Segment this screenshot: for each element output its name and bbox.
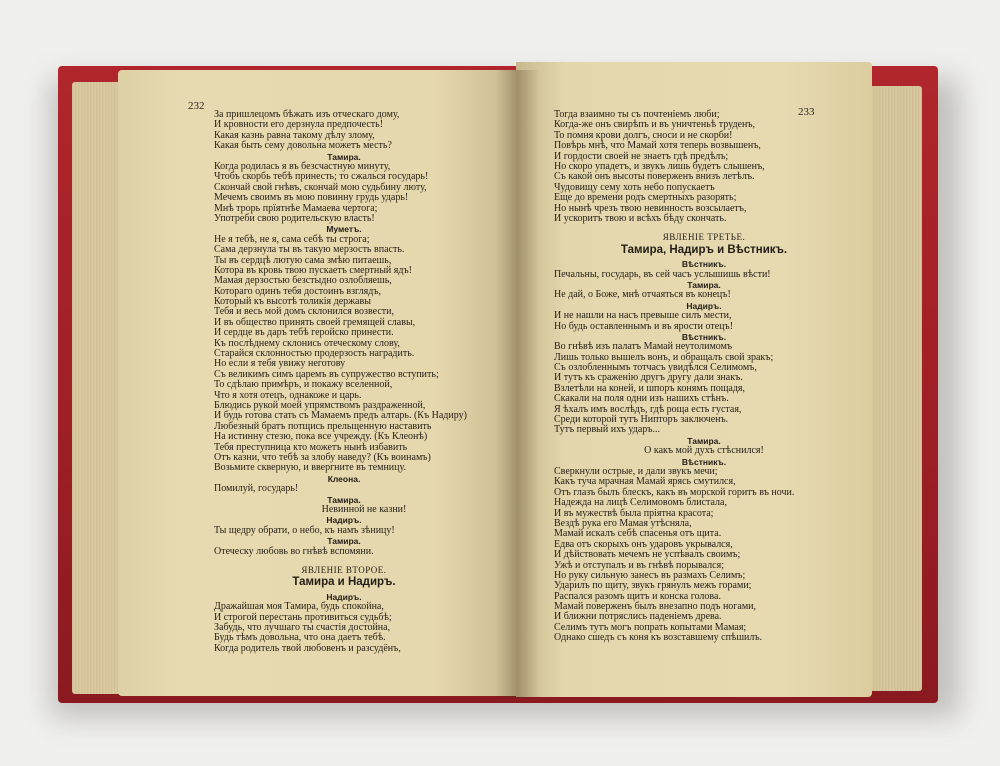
verse-line: Не дай, о Боже, мнѣ отчаяться въ конецъ! [554,289,731,301]
verse-line: И въ общество принять своей гремящей славы, [214,316,416,328]
verse-line: Еще до времени родъ смертныхъ разорять; [554,192,737,204]
verse-line: И кровности его дерзнула предпочесть! [214,119,384,131]
verse-line: И тутъ къ сраженiю другъ другу дали знакъ. [554,372,743,384]
verse-line: Среди которой тутъ Нипторъ заключенъ. [554,414,729,426]
verse-line: Будь тѣмъ довольна, что она даетъ тебѣ. [214,632,386,644]
verse-line: И ближни потряслись паденiемъ древа. [554,611,722,623]
verse-line: Но если я тебя увижу неготову [214,358,346,370]
verse-line: И гордости своей не знаетъ гдѣ предѣлъ; [554,150,729,162]
verse-line: Взлетѣли на коней, и шпоръ конямъ пощадя, [554,382,746,394]
verse-line: Помилуй, государь! [214,483,299,495]
left-page-text [214,110,514,654]
verse-line: Во гнѣвѣ изъ палатъ Мамай неутолимомъ [554,341,733,353]
verse-line: И въ мужествѣ была прiятна красота; [554,507,714,519]
verse-line: Едва отъ скорыхъ онъ ударовъ укрывался, [554,538,733,550]
verse-line: Печальны, государь, въ сей часъ услышишь вѣсти! [554,268,771,280]
left-page [118,70,516,696]
verse-line: Тутъ первый ихъ ударъ... [554,424,660,436]
speaker-name: Вѣстникъ. [681,259,727,270]
verse-line: И дѣйствовать мечемъ не успѣвалъ своимъ; [554,549,741,561]
right-page-text [554,110,854,644]
scene-heading: ЯВЛЕНІЕ ТРЕТЬЕ. [662,232,746,243]
verse-line: Вездѣ рука его Мамая утѣсняла, [554,517,692,529]
speaker-name: Вѣстникъ. [681,456,727,467]
verse-line: Но нынѣ чрезъ твою невинность возсылаетъ, [554,202,747,214]
verse-line: Возьмите скверную, и ввергните въ темницу. [214,462,407,474]
speaker-name: Надиръ. [326,515,362,526]
verse-line: Селимъ тутъ могъ попрать копытами Мамая; [554,621,747,633]
verse-line: Невинной не казни! [321,503,407,515]
verse-line: И не нашли на насъ превыше силъ мести, [554,310,732,322]
speaker-name: Клеона. [327,473,361,484]
speaker-name: Тамира. [327,494,361,505]
verse-line: То помня крови долгъ, сноси и не скорби! [554,129,733,141]
verse-line: Тебя и весь мой домъ склонился возвести, [214,306,395,318]
verse-line: Какъ туча мрачная Мамай ярясь смутился, [554,476,736,488]
right-page-number: 233 [798,106,815,118]
verse-line: Не я тебѣ, не я, сама себѣ ты строга; [214,233,370,245]
verse-line: На истинну стезю, пока все учрежду. (Къ Клеонѣ) [214,431,428,443]
verse-line: Отъ глазъ былъ блескъ, какъ въ морской горитъ въ ночи. [554,486,795,498]
verse-line: О какъ мой духъ стѣснился! [644,445,764,457]
verse-line: Старайся склонностью продерзость наградить. [214,348,415,360]
verse-line: Ужѣ и отступалъ и въ гнѣвѣ порывался; [554,559,724,571]
verse-line: Когда родитель твой любовенъ и разсудёнъ, [214,642,401,654]
speaker-name: Надиръ. [686,300,722,311]
verse-line: Сверкнули острые, и дали звукъ мечи; [554,466,718,478]
verse-line: Когда родилась я въ безсчастную минуту, [214,160,391,172]
scene-characters: Тамира, Надиръ и Вѣстникъ. [620,243,788,256]
verse-line: Употреби свою родительскую власть! [214,212,375,224]
left-page-number: 232 [188,100,205,112]
verse-line: Я ѣхалъ имъ вослѣдъ, гдѣ роща есть густая, [554,403,742,415]
verse-line: Ударилъ по щиту, звукъ грянулъ межъ горами; [554,580,752,592]
verse-line: Надежда на лицѣ Селимовомъ блистала, [554,497,727,509]
scene-heading: ЯВЛЕНІЕ ВТОРОЕ. [301,564,387,575]
verse-line: Чудовищу сему хоть небо попускаетъ [554,181,715,193]
verse-line: Скончай свой гнѣвъ, скончай мою судьбину люту, [214,181,427,193]
verse-line: Повѣрь мнѣ, что Мамай хотя теперь возвышенъ, [554,140,761,152]
verse-line: За пришлецомъ бѣжать изъ отческаго дому, [214,109,400,120]
speaker-name: Вѣстникъ. [681,331,727,342]
verse-line: Однако сшедъ съ коня къ возставшему спѣшилъ. [554,632,763,644]
verse-line: Что я хотя отецъ, однакоже и царь. [214,389,362,401]
verse-line: Мамай поверженъ былъ внезапно подъ ногами, [554,601,757,613]
verse-line: Къ послѣднему склонись отеческому слову, [214,337,400,349]
verse-line: Отъ казни, что тебѣ за злобу наведу? (Къ воинамъ) [214,451,431,463]
verse-line: И сердце въ даръ тебѣ геройско принести. [214,327,394,339]
verse-line: Мнѣ трорь прїятнѣе Мамаева чертога; [214,202,378,214]
verse-line: Котораго одинъ тебя достоинъ взглядъ, [214,285,381,297]
verse-line: Который къ высотѣ толикiя державы [214,296,371,308]
verse-line: Съ какой онъ высоты поверженъ внизъ летѣлъ. [554,171,755,183]
verse-line: Распался разомъ щитъ и конска голова. [554,590,721,602]
verse-line: Сама дерзнула ты въ такую мерзость впасть. [214,244,405,256]
verse-line: Ты въ сердцѣ лютую сама змѣю питаешь, [214,254,392,266]
verse-line: Отеческу любовь во гнѣвѣ вспомяни. [214,545,374,557]
verse-line: Мечемъ своимъ въ мою повинну грудь ударь! [214,192,409,204]
verse-line: И ускоритъ твою и всѣхъ бѣду скончать. [554,212,727,224]
speaker-name: Надиръ. [326,591,362,602]
speaker-name: Тамира. [327,151,361,162]
verse-line: Какая быть сему довольна можетъ месть? [214,140,392,152]
speaker-name: Тамира. [327,536,361,547]
verse-line: И будь готова стать съ Мамаемъ предъ алтарь. (Къ Надиру) [214,410,467,422]
verse-line: Ты щедру обрати, о небо, къ намъ зѣницу! [214,524,395,536]
verse-line: Блюдись рукой моей упрямствомъ раздраженной, [214,399,426,411]
verse-line: Но будь оставленнымъ и въ ярости отецъ! [554,320,734,332]
verse-line: Дражайшая моя Тамира, будь спокойна, [214,601,384,613]
right-page [516,62,872,697]
verse-line: Съ озлобленнымъ тотчасъ увидѣлся Селимомъ, [554,362,757,374]
verse-line: Но руку сильную занесъ въ размахъ Селимъ; [554,569,746,581]
verse-line: Мамая дерзостью безстыдно озлобляешь, [214,275,392,287]
verse-line: Чтобъ скорбь тебѣ принесть; то сжалься государь! [214,171,429,183]
verse-line: Съ великимъ симъ царемъ въ супружество вступить; [214,368,439,380]
verse-line: Какая казнь равна такому дѣлу злому, [214,129,375,141]
verse-line: Любезный братъ потщись прельщенную наставить [214,420,432,432]
verse-line: Но скоро упадетъ, и звукъ лишь будетъ слышенъ, [554,160,765,172]
verse-line: Тебя преступница кто можетъ нынѣ избавить [214,441,408,453]
speaker-name: Тамира. [687,435,721,446]
verse-line: Скакали на поля одни изъ нашихъ стѣнъ. [554,393,729,405]
verse-line: Тогда взаимно ты съ почтенiемъ люби; [554,109,720,120]
speaker-name: Муметъ. [326,224,362,235]
verse-line: То сдѣлаю примѣръ, и покажу вселенной, [214,379,393,391]
verse-line: Когда-же онъ свирѣпъ и въ уничтеньѣ труденъ, [554,119,755,131]
verse-line: Забудь, что лучшаго ты счастiя достойна, [214,621,391,633]
verse-line: И строгой перестань противиться судьбѣ; [214,611,392,623]
verse-line: Мамай искалъ себѣ спасенья отъ щита. [554,528,722,540]
verse-line: Лишь только вышелъ вонъ, и обращалъ свой зракъ; [554,351,774,363]
verse-line: Котора въ кровь твою пускаетъ смертный ядъ! [214,264,412,276]
scene-characters: Тамира и Надиръ. [292,576,396,589]
speaker-name: Тамира. [687,279,721,290]
